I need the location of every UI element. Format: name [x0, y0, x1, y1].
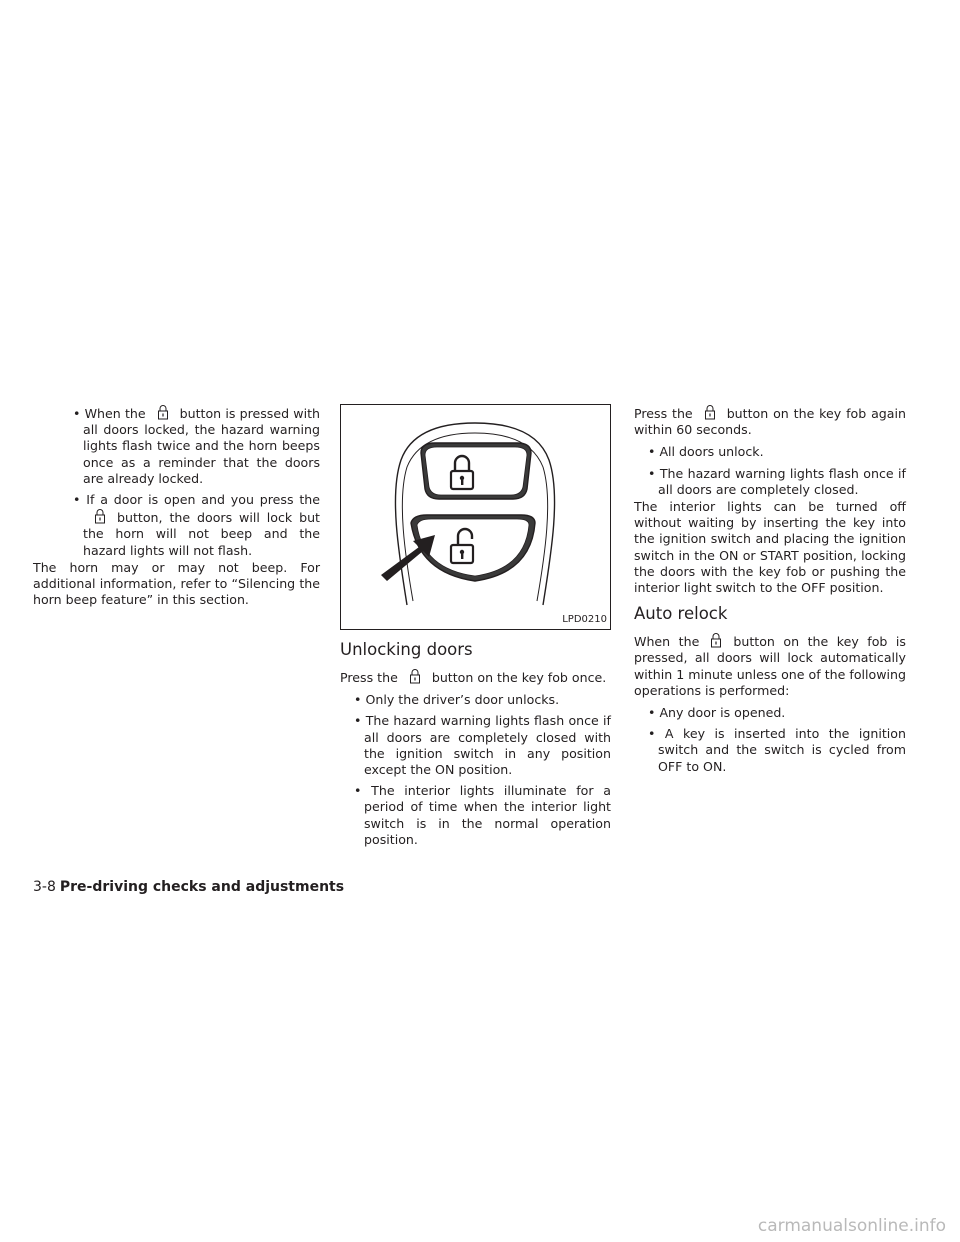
page-number: 3-8	[33, 879, 56, 895]
section-title: Pre-driving checks and adjustments	[59, 879, 345, 895]
body-paragraph	[634, 404, 906, 438]
page-footer	[33, 879, 344, 895]
list-item: • Only the driver’s door unlocks.	[354, 692, 560, 708]
list-item: • All doors unlock.	[648, 444, 764, 460]
watermark: carmanualsonline.info	[757, 1216, 946, 1236]
bullet-text: When the	[84, 406, 146, 421]
column-middle	[340, 404, 611, 853]
lock-icon	[705, 632, 727, 649]
intro-text: button on the key fob once.	[431, 670, 607, 685]
list-item: • The interior lights illuminate for a period of time when the interior light switch is in the normal operation position.	[354, 783, 611, 847]
body-paragraph	[340, 668, 611, 686]
intro-text: button on the key fob again within 60 seconds.	[634, 406, 906, 438]
lock-icon	[152, 404, 174, 421]
key-fob-figure	[340, 404, 611, 630]
section-heading: Unlocking doors	[340, 640, 473, 659]
list-item: • A key is inserted into the ignition switch and the switch is cycled from OFF to ON.	[648, 726, 906, 774]
list-item: • The hazard warning lights flash once if all doors are completely closed with the ignition switch in any position except the ON position.	[354, 713, 611, 778]
list-item: • Any door is opened.	[648, 705, 786, 721]
column-left	[33, 404, 320, 608]
body-paragraph: The interior lights can be turned off without waiting by inserting the key into the ignition switch and placing the ignition switch in the ON or START position, locking the doors with the key fob or pushing the interior light switch to the OFF position.	[634, 499, 906, 596]
body-paragraph: The horn may or may not beep. For additional information, refer to “Silencing the horn beep feature” in this section.	[33, 559, 320, 608]
lock-icon	[699, 404, 721, 421]
list-item: • When the button is pressed with all doors locked, the hazard warning lights flash twice and the horn beeps once as a reminder that the doors are already locked.	[73, 406, 320, 486]
bullet-text: button, the doors will lock but the horn will not beep and the hazard lights will not flash.	[83, 510, 320, 558]
lock-icon	[404, 668, 426, 685]
intro-text: button on the key fob is pressed, all doors will lock automatically within 1 minute unless one of the following operations is performed:	[634, 634, 906, 698]
section-heading: Auto relock	[634, 604, 728, 624]
bullet-text: If a door is open and you press the	[86, 492, 320, 508]
figure-label: LPD0210	[562, 613, 607, 625]
bullet-list	[634, 444, 906, 498]
lock-icon	[89, 508, 111, 525]
intro-text: Press the	[634, 406, 693, 421]
column-right	[634, 404, 906, 780]
key-fob-illustration	[341, 405, 610, 629]
bullet-text: button is pressed with all doors locked, the hazard warning lights flash twice and the horn beeps once as a reminder that the doors are already locked.	[83, 406, 320, 486]
intro-text: Press the	[340, 670, 398, 685]
bullet-list	[634, 705, 906, 775]
list-item: • The hazard warning lights flash once if all doors are completely closed.	[648, 465, 906, 497]
list-item: • If a door is open and you press the button, the doors will lock but the horn will not beep and the hazard lights will not flash.	[73, 492, 320, 558]
intro-text: When the	[634, 634, 700, 650]
bullet-list	[340, 692, 611, 848]
body-paragraph	[634, 632, 906, 699]
